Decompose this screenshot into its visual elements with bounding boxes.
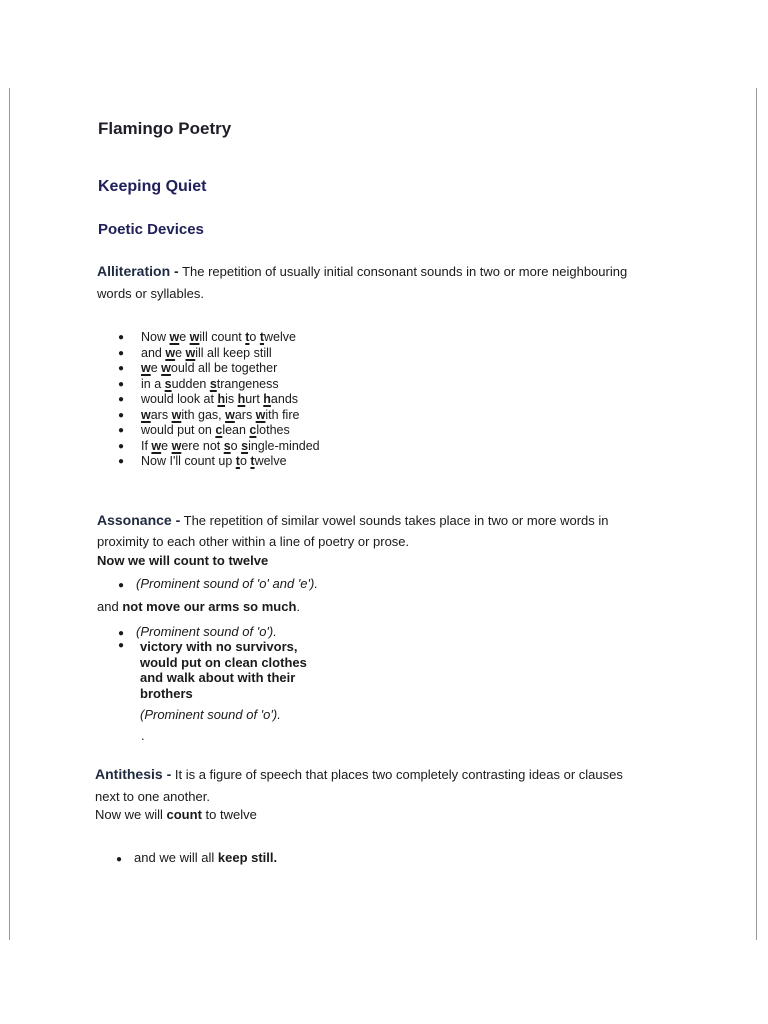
alliterated-letter: s (223, 438, 231, 453)
bullet-icon: ● (118, 394, 125, 405)
alliteration-example (118, 454, 320, 470)
assonance-example-1: Now we will count to twelve (97, 553, 269, 568)
example-text: o (249, 330, 260, 344)
alliterated-letter: w (165, 345, 176, 360)
alliterated-letter: s (209, 376, 217, 391)
example-text: e (161, 438, 172, 453)
antithesis-example-2-bold: keep still. (217, 850, 278, 865)
alliterated-letter: c (249, 423, 257, 437)
assonance-example-3 (140, 639, 307, 701)
example-text: ith fire (265, 407, 300, 422)
antithesis-def-line-1: It is a figure of speech that places two completely contrasting ideas or clauses (174, 767, 623, 782)
example-text: udden (171, 376, 210, 391)
alliteration-example (118, 439, 320, 455)
example-text: ill count (199, 330, 246, 344)
example-text: trangeness (216, 376, 279, 391)
alliteration-examples-list (118, 330, 320, 470)
example-text: e (179, 330, 190, 344)
assonance-example-2-pre: and (97, 599, 123, 614)
example-text: o (239, 454, 251, 468)
alliterated-letter: w (171, 438, 182, 453)
antithesis-term: Antithesis - (95, 766, 172, 782)
example-text: welve (254, 454, 287, 468)
example-text: ars (150, 407, 172, 422)
alliterated-letter: h (217, 392, 226, 406)
example-text: lean (222, 423, 250, 437)
antithesis-example-1 (95, 807, 257, 822)
bullet-icon: ● (118, 425, 125, 436)
alliteration-example (118, 361, 320, 377)
example-text: ith gas, (181, 407, 226, 422)
assonance-example-2-post: . (296, 599, 301, 614)
assonance-note-2: (Prominent sound of 'o'). (136, 624, 277, 639)
alliteration-example (118, 408, 320, 424)
bullet-icon: ● (118, 347, 125, 359)
alliterated-letter: t (259, 330, 265, 344)
alliterated-letter: h (263, 392, 271, 406)
alliteration-term: Alliteration - (97, 263, 179, 279)
example-text: would look at (141, 392, 218, 406)
assonance-def-line-2: proximity to each other within a line of poetry or prose. (97, 534, 410, 549)
assonance-example-3-line: and walk about with their (140, 670, 296, 685)
antithesis-example-2-item (116, 850, 277, 865)
bullet-icon: ● (118, 440, 125, 452)
alliterated-letter: w (185, 345, 196, 360)
assonance-example-3-line: victory with no survivors, (140, 639, 298, 654)
alliterated-letter: w (161, 361, 171, 375)
assonance-example-3-line: would put on clean clothes (140, 654, 307, 670)
bullet-icon: ● (118, 580, 125, 591)
alliterated-letter: h (237, 392, 246, 406)
assonance-example-2 (97, 599, 300, 614)
alliterated-letter: s (164, 376, 172, 391)
alliterated-letter: w (225, 407, 235, 422)
alliterated-letter: w (189, 330, 200, 344)
bullet-icon: ● (118, 456, 125, 467)
alliterated-letter: w (151, 438, 162, 453)
alliteration-example (118, 423, 320, 439)
alliterated-letter: t (245, 330, 250, 344)
antithesis-example-2-pre: and we will all (134, 850, 218, 865)
antithesis-example-1-post: to twelve (201, 807, 257, 822)
example-text: urt (245, 392, 264, 406)
example-text: Now I'll count up (141, 454, 236, 468)
example-text: e (175, 345, 186, 360)
example-text: o (230, 438, 242, 453)
assonance-def-line-1: The repetition of similar vowel sounds takes place in two or more words in (183, 513, 609, 528)
antithesis-definition (95, 764, 623, 785)
assonance-example-3-item (118, 639, 307, 701)
alliterated-letter: w (169, 330, 180, 344)
alliterated-letter: w (255, 407, 266, 422)
alliterated-letter: w (141, 407, 151, 422)
example-text: welve (264, 330, 296, 344)
alliterated-letter: t (235, 454, 240, 468)
assonance-note-1-item (118, 576, 318, 591)
antithesis-example-1-pre: Now we will (95, 807, 167, 822)
bullet-icon: ● (118, 640, 125, 651)
assonance-example-2-bold: not move our arms so much (122, 599, 297, 614)
alliteration-example (118, 330, 320, 346)
example-text: ere not (181, 438, 224, 453)
antithesis-def-line-2: next to one another. (95, 789, 210, 804)
example-text: ands (270, 392, 299, 406)
assonance-example-3-line: brothers (140, 685, 193, 701)
alliterated-letter: w (171, 407, 182, 422)
bullet-icon: ● (118, 628, 125, 639)
alliteration-example (118, 377, 320, 393)
bullet-icon: ● (118, 332, 125, 343)
bullet-icon: ● (116, 854, 123, 865)
alliterated-letter: t (250, 454, 255, 468)
example-text: lothes (256, 423, 290, 437)
assonance-note-2-item (118, 624, 277, 639)
example-text: would put on (141, 423, 216, 437)
example-text: in a (141, 376, 165, 391)
assonance-note-3: (Prominent sound of 'o'). (140, 707, 281, 722)
bullet-icon: ● (118, 363, 125, 374)
example-text: ould all be together (170, 361, 278, 375)
example-text: ill all keep still (195, 345, 272, 360)
stray-mark: . (141, 728, 145, 743)
alliteration-def-line-1: The repetition of usually initial consonant sounds in two or more neighbouring (182, 264, 628, 279)
example-text: If (141, 438, 152, 453)
doc-subtitle: Keeping Quiet (98, 178, 207, 195)
section-heading: Poetic Devices (98, 221, 204, 238)
doc-title: Flamingo Poetry (98, 119, 232, 138)
example-text: ingle-minded (248, 438, 320, 453)
alliteration-example (118, 392, 320, 408)
bullet-icon: ● (118, 409, 125, 421)
alliteration-example (118, 346, 320, 362)
alliterated-letter: c (215, 423, 223, 437)
alliterated-letter: w (141, 361, 151, 375)
bullet-icon: ● (118, 378, 125, 390)
example-text: ars (234, 407, 256, 422)
example-text: is (225, 392, 238, 406)
assonance-definition (97, 510, 609, 531)
alliteration-def-line-2: words or syllables. (97, 286, 204, 301)
assonance-term: Assonance - (97, 512, 181, 528)
example-text: e (150, 361, 162, 375)
antithesis-example-1-bold: count (166, 807, 202, 822)
example-text: and (141, 345, 166, 360)
assonance-note-1: (Prominent sound of 'o' and 'e'). (136, 576, 318, 591)
alliterated-letter: s (241, 438, 249, 453)
example-text: Now (141, 330, 170, 344)
alliteration-definition (97, 261, 627, 282)
